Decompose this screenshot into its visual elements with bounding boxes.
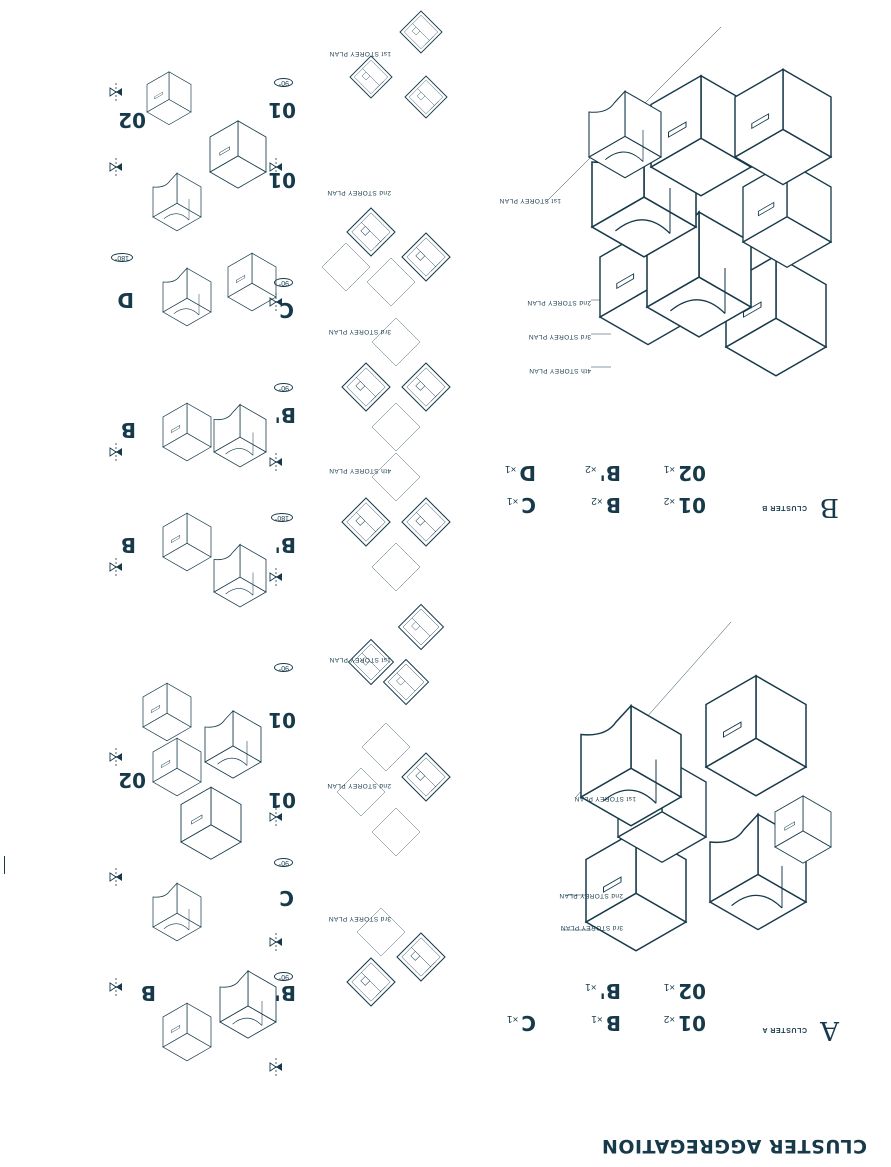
cluster-a-unit-01a: 01 xyxy=(268,708,296,732)
cluster-b-count-d xyxy=(505,461,536,485)
cluster-a-unit-c: C xyxy=(279,886,294,910)
cluster-b-unit-01b: 01 xyxy=(268,168,296,192)
cluster-b-unit-b-2: B xyxy=(120,418,136,442)
unit-count: ×2 xyxy=(591,495,603,506)
unit-label: 01 xyxy=(678,493,706,517)
cluster-b-unit-02: 02 xyxy=(118,108,146,132)
unit-label: 02 xyxy=(678,461,706,485)
unit-count: ×2 xyxy=(663,495,676,506)
cluster-a-units xyxy=(140,683,276,1061)
rotation-arrow-icon: 90° xyxy=(274,383,293,392)
cluster-b-col-plan-2: 2nd STOREY PLAN xyxy=(327,189,391,196)
unit-label: B xyxy=(605,493,621,517)
cluster-b-plan-label-3: 3rd STOREY PLAN xyxy=(528,333,591,340)
cluster-b-unit-c: C xyxy=(279,298,294,322)
cluster-a-name: CLUSTER A xyxy=(761,1026,807,1033)
cluster-a-floor-plans xyxy=(337,605,450,1007)
cluster-a-plan-label-3: 3rd STOREY PLAN xyxy=(560,924,623,931)
cluster-b-assembly xyxy=(546,27,831,376)
rotation-arrow-icon: 90° xyxy=(274,278,293,287)
page-title: CLUSTER AGGREGATION xyxy=(601,1135,867,1157)
unit-count: ×1 xyxy=(506,1013,519,1024)
cluster-b-unit-01a: 01 xyxy=(268,98,296,122)
cluster-a-count-c xyxy=(507,1011,536,1035)
cluster-a-letter: A xyxy=(820,1015,839,1045)
rotation-arrow-icon: 90° xyxy=(274,663,293,672)
unit-count: ×1 xyxy=(591,1013,603,1024)
cluster-b-count-02 xyxy=(664,461,706,485)
cluster-b-plan-label-4: 4th STOREY PLAN xyxy=(528,367,591,374)
rotation-arrow-icon: 90° xyxy=(274,972,293,981)
unit-count: ×1 xyxy=(663,463,676,474)
cluster-a-unit-b: B xyxy=(140,981,156,1005)
cluster-a-col-plan-3: 3rd STOREY PLAN xyxy=(328,915,391,922)
cluster-b-unit-d: D xyxy=(117,288,134,312)
cluster-b-plan-label-1: 1st STOREY PLAN xyxy=(499,197,561,204)
rotation-arrow-icon: 180° xyxy=(111,253,133,262)
unit-count: ×1 xyxy=(663,981,676,992)
cluster-b-col-plan-1: 1st STOREY PLAN xyxy=(329,50,391,57)
unit-label: C xyxy=(521,1011,536,1035)
cluster-a-col-plan-1: 1st STOREY PLAN xyxy=(329,656,391,663)
cluster-a-unit-01b: 01 xyxy=(268,788,296,812)
cluster-a-plan-label-2: 2nd STOREY PLAN xyxy=(559,892,623,899)
cluster-b-unit-bprime-90: B' xyxy=(274,403,296,427)
cluster-b-col-plan-4: 4th STOREY PLAN xyxy=(328,467,391,474)
unit-count: ×2 xyxy=(663,1013,676,1024)
unit-count: ×1 xyxy=(585,981,597,992)
unit-label: 01 xyxy=(678,1011,706,1035)
cluster-a-unit-02: 02 xyxy=(118,768,146,792)
cluster-b-units xyxy=(147,72,276,607)
unit-label: B' xyxy=(599,461,621,485)
cluster-a-assembly xyxy=(561,622,831,951)
cluster-b-letter: B xyxy=(819,492,839,522)
cluster-a-unit-bprime: B' xyxy=(274,981,296,1005)
unit-label: C xyxy=(521,493,536,517)
cluster-b-unit-bprime-180: B' xyxy=(274,533,296,557)
cluster-b-count-01 xyxy=(664,493,706,517)
cluster-b-count-c xyxy=(507,493,536,517)
unit-count: ×1 xyxy=(506,495,519,506)
cluster-a-count-bprime xyxy=(585,979,621,1003)
cluster-b-name: CLUSTER B xyxy=(761,504,807,511)
cluster-b-count-bprime xyxy=(585,461,621,485)
unit-label: D xyxy=(519,461,536,485)
unit-label: 02 xyxy=(678,979,706,1003)
page-edge-mark xyxy=(4,856,5,874)
unit-label: B xyxy=(605,1011,621,1035)
cluster-a-plan-label-1: 1st STOREY PLAN xyxy=(574,795,636,802)
cluster-a-count-b xyxy=(591,1011,621,1035)
cluster-b-plan-label-2: 2nd STOREY PLAN xyxy=(527,299,591,306)
cluster-b-col-plan-3: 3rd STOREY PLAN xyxy=(328,328,391,335)
rotation-arrow-icon: 180° xyxy=(271,513,293,522)
cluster-a-col-plan-2: 2nd STOREY PLAN xyxy=(327,782,391,789)
cluster-b-unit-b-1: B xyxy=(120,533,136,557)
unit-label: B' xyxy=(599,979,621,1003)
rotation-arrow-icon: 90° xyxy=(274,78,293,87)
cluster-a-count-01 xyxy=(664,1011,706,1035)
cluster-a-count-02 xyxy=(664,979,706,1003)
unit-count: ×1 xyxy=(504,463,517,474)
cluster-b-count-b xyxy=(591,493,621,517)
cluster-b-floor-plans xyxy=(322,11,450,591)
rotation-arrow-icon: 90° xyxy=(274,858,293,867)
unit-count: ×2 xyxy=(585,463,597,474)
